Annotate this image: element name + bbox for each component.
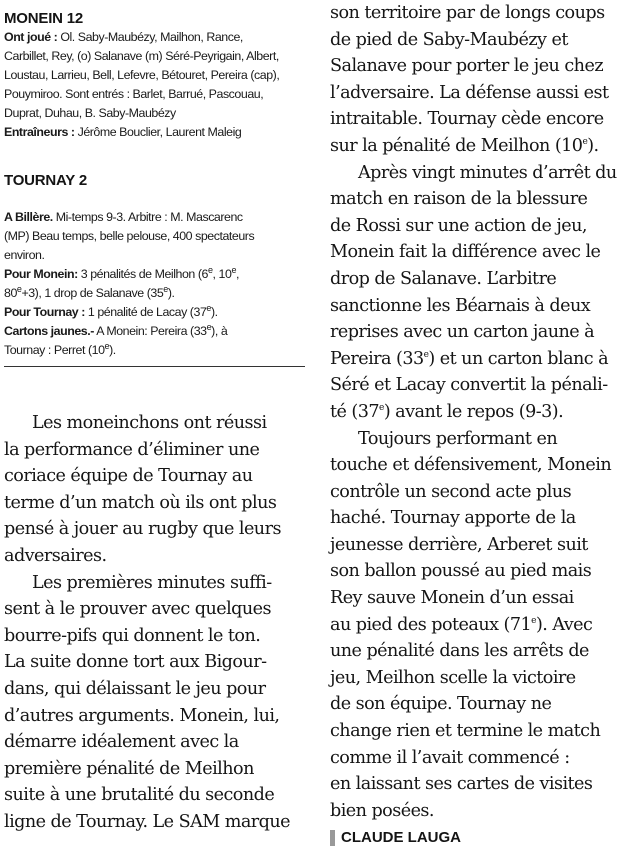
article-line: dans, qui délaissant le jeu pour	[4, 678, 266, 699]
article-line: Les moneinchons ont réussi	[32, 413, 267, 433]
article-line: au pied des poteaux (71e). Avec	[330, 614, 593, 635]
article-line: de Rossi sur une action de jeu,	[330, 215, 587, 236]
venue-line: environ.	[4, 248, 45, 262]
article-line: Salanave pour porter le jeu chez	[330, 56, 604, 77]
match-box	[4, 10, 305, 367]
article-line: son territoire par de longs coups	[330, 3, 605, 23]
left-column	[4, 4, 305, 836]
entraineurs-label: Entraîneurs :	[4, 125, 75, 139]
article-line: comme il l’avait commencé :	[330, 747, 570, 768]
article-line: reprises avec un carton jaune à	[330, 322, 595, 343]
lineup-line: Carbillet, Rey, (o) Salanave (m) Séré-Peyrigain, Albert,	[4, 49, 279, 63]
article-line: match en raison de la blessure	[330, 189, 588, 210]
byline	[330, 828, 630, 848]
article-line: première pénalité de Meilhon	[4, 758, 254, 779]
team-tournay-title: TOURNAY 2	[4, 172, 87, 189]
article-line: de pied de Saby-Maubézy et	[330, 29, 568, 50]
article-line: jeunesse derrière, Arberet suit	[330, 534, 588, 555]
lineup-line: Ont joué : Ol. Saby-Maubézy, Mailhon, Rance,	[4, 30, 243, 44]
article-line: suite à une brutalité du seconde	[4, 785, 275, 806]
article-line: sent à le prouver avec quelques	[4, 599, 272, 620]
article-line: Toujours performant en	[358, 428, 558, 449]
cards-line: Cartons jaunes.- A Monein: Pereira (33e), à	[4, 321, 228, 338]
article-line: l’adversaire. La défense aussi est	[330, 82, 609, 103]
article-line: adversaires.	[4, 545, 107, 566]
venue-line: A Billère. Mi-temps 9-3. Arbitre : M. Mascarenc	[4, 210, 243, 224]
article-line: en laissant ses cartes de visites	[330, 774, 593, 795]
coaches-line: Entraîneurs : Jérôme Bouclier, Laurent Maleig	[4, 125, 242, 139]
article-line: sanctionne les Béarnais à deux	[330, 295, 591, 316]
article-line: contrôle un second acte plus	[330, 481, 572, 502]
scorers-monein-line: Pour Monein: 3 pénalités de Meilhon (6e, 10e,	[4, 264, 239, 281]
lineup-line: Pouymiroo. Sont entrés : Barlet, Barrué, Pascouau,	[4, 87, 264, 101]
article-line: de son équipe. Tournay ne	[330, 694, 552, 715]
scorers-tournay-line: Pour Tournay : 1 pénalité de Lacay (37e).	[4, 302, 218, 319]
article-line: pensé à jouer au rugby que leurs	[4, 519, 281, 540]
article-line: terme d’un match où ils ont plus	[4, 492, 277, 513]
article-line: haché. Tournay apporte de la	[330, 508, 576, 529]
article-line: d’autres arguments. Monein, lui,	[4, 705, 280, 726]
article-line: ligne de Tournay. Le SAM marque	[4, 811, 291, 832]
scorers-tournay-label: Pour Tournay :	[4, 305, 85, 319]
article-line: drop de Salanave. L’arbitre	[330, 268, 557, 289]
article-line: intraitable. Tournay cède encore	[330, 109, 604, 130]
article-line: La suite donne tort aux Bigour-	[4, 652, 267, 673]
article-right-column	[330, 0, 630, 848]
scorers-monein-label: Pour Monein:	[4, 267, 78, 281]
author-name: CLAUDE LAUGA	[341, 829, 461, 847]
article-line: jeu, Meilhon scelle la victoire	[330, 667, 576, 688]
byline-marker	[330, 830, 335, 846]
article-line: change rien et termine le match	[330, 721, 601, 742]
box-divider	[4, 366, 305, 367]
article-line: Rey sauve Monein d’un essai	[330, 588, 574, 609]
article-line: bourre-pifs qui donnent le ton.	[4, 625, 261, 646]
article-line: Les premières minutes suffi-	[32, 572, 272, 593]
ont-joue-label: Ont joué :	[4, 30, 58, 44]
article-line: Après vingt minutes d’arrêt du	[358, 162, 617, 183]
article-line: Monein fait la différence avec le	[330, 242, 601, 263]
lineup-line: Loustau, Larrieu, Bell, Lefevre, Bétouret, Pereira (cap),	[4, 68, 280, 82]
venue-label: A Billère.	[4, 210, 53, 224]
lineup-line: Duprat, Duhau, B. Saby-Maubézy	[4, 106, 176, 120]
article-line: Séré et Lacay convertit la pénali-	[330, 375, 608, 396]
article-line: touche et défensivement, Monein	[330, 455, 612, 476]
article-line: té (37e) avant le repos (9-3).	[330, 401, 564, 422]
article-line: bien posées.	[330, 800, 434, 821]
article-line: sur la pénalité de Meilhon (10e).	[330, 135, 599, 156]
venue-line: (MP) Beau temps, belle pelouse, 400 spectateurs	[4, 229, 255, 243]
article-line: démarre idéalement avec la	[4, 732, 239, 753]
team-monein-title: MONEIN 12	[4, 10, 84, 27]
scorers-monein-line: $80^e+3$), 1 drop de Salanave (35e).	[4, 283, 175, 300]
article-line: Pereira (33e) et un carton blanc à	[330, 348, 609, 369]
article-line: coriace équipe de Tournay au	[4, 466, 253, 487]
article-line: son ballon poussé au pied mais	[330, 561, 592, 582]
article-left-column	[4, 410, 305, 836]
article-line: la performance d’éliminer une	[4, 439, 260, 460]
cards-line: Tournay : Perret (10e).	[4, 340, 116, 357]
cards-label: Cartons jaunes.-	[4, 324, 94, 338]
article-line: une pénalité dans les arrêts de	[330, 641, 589, 662]
